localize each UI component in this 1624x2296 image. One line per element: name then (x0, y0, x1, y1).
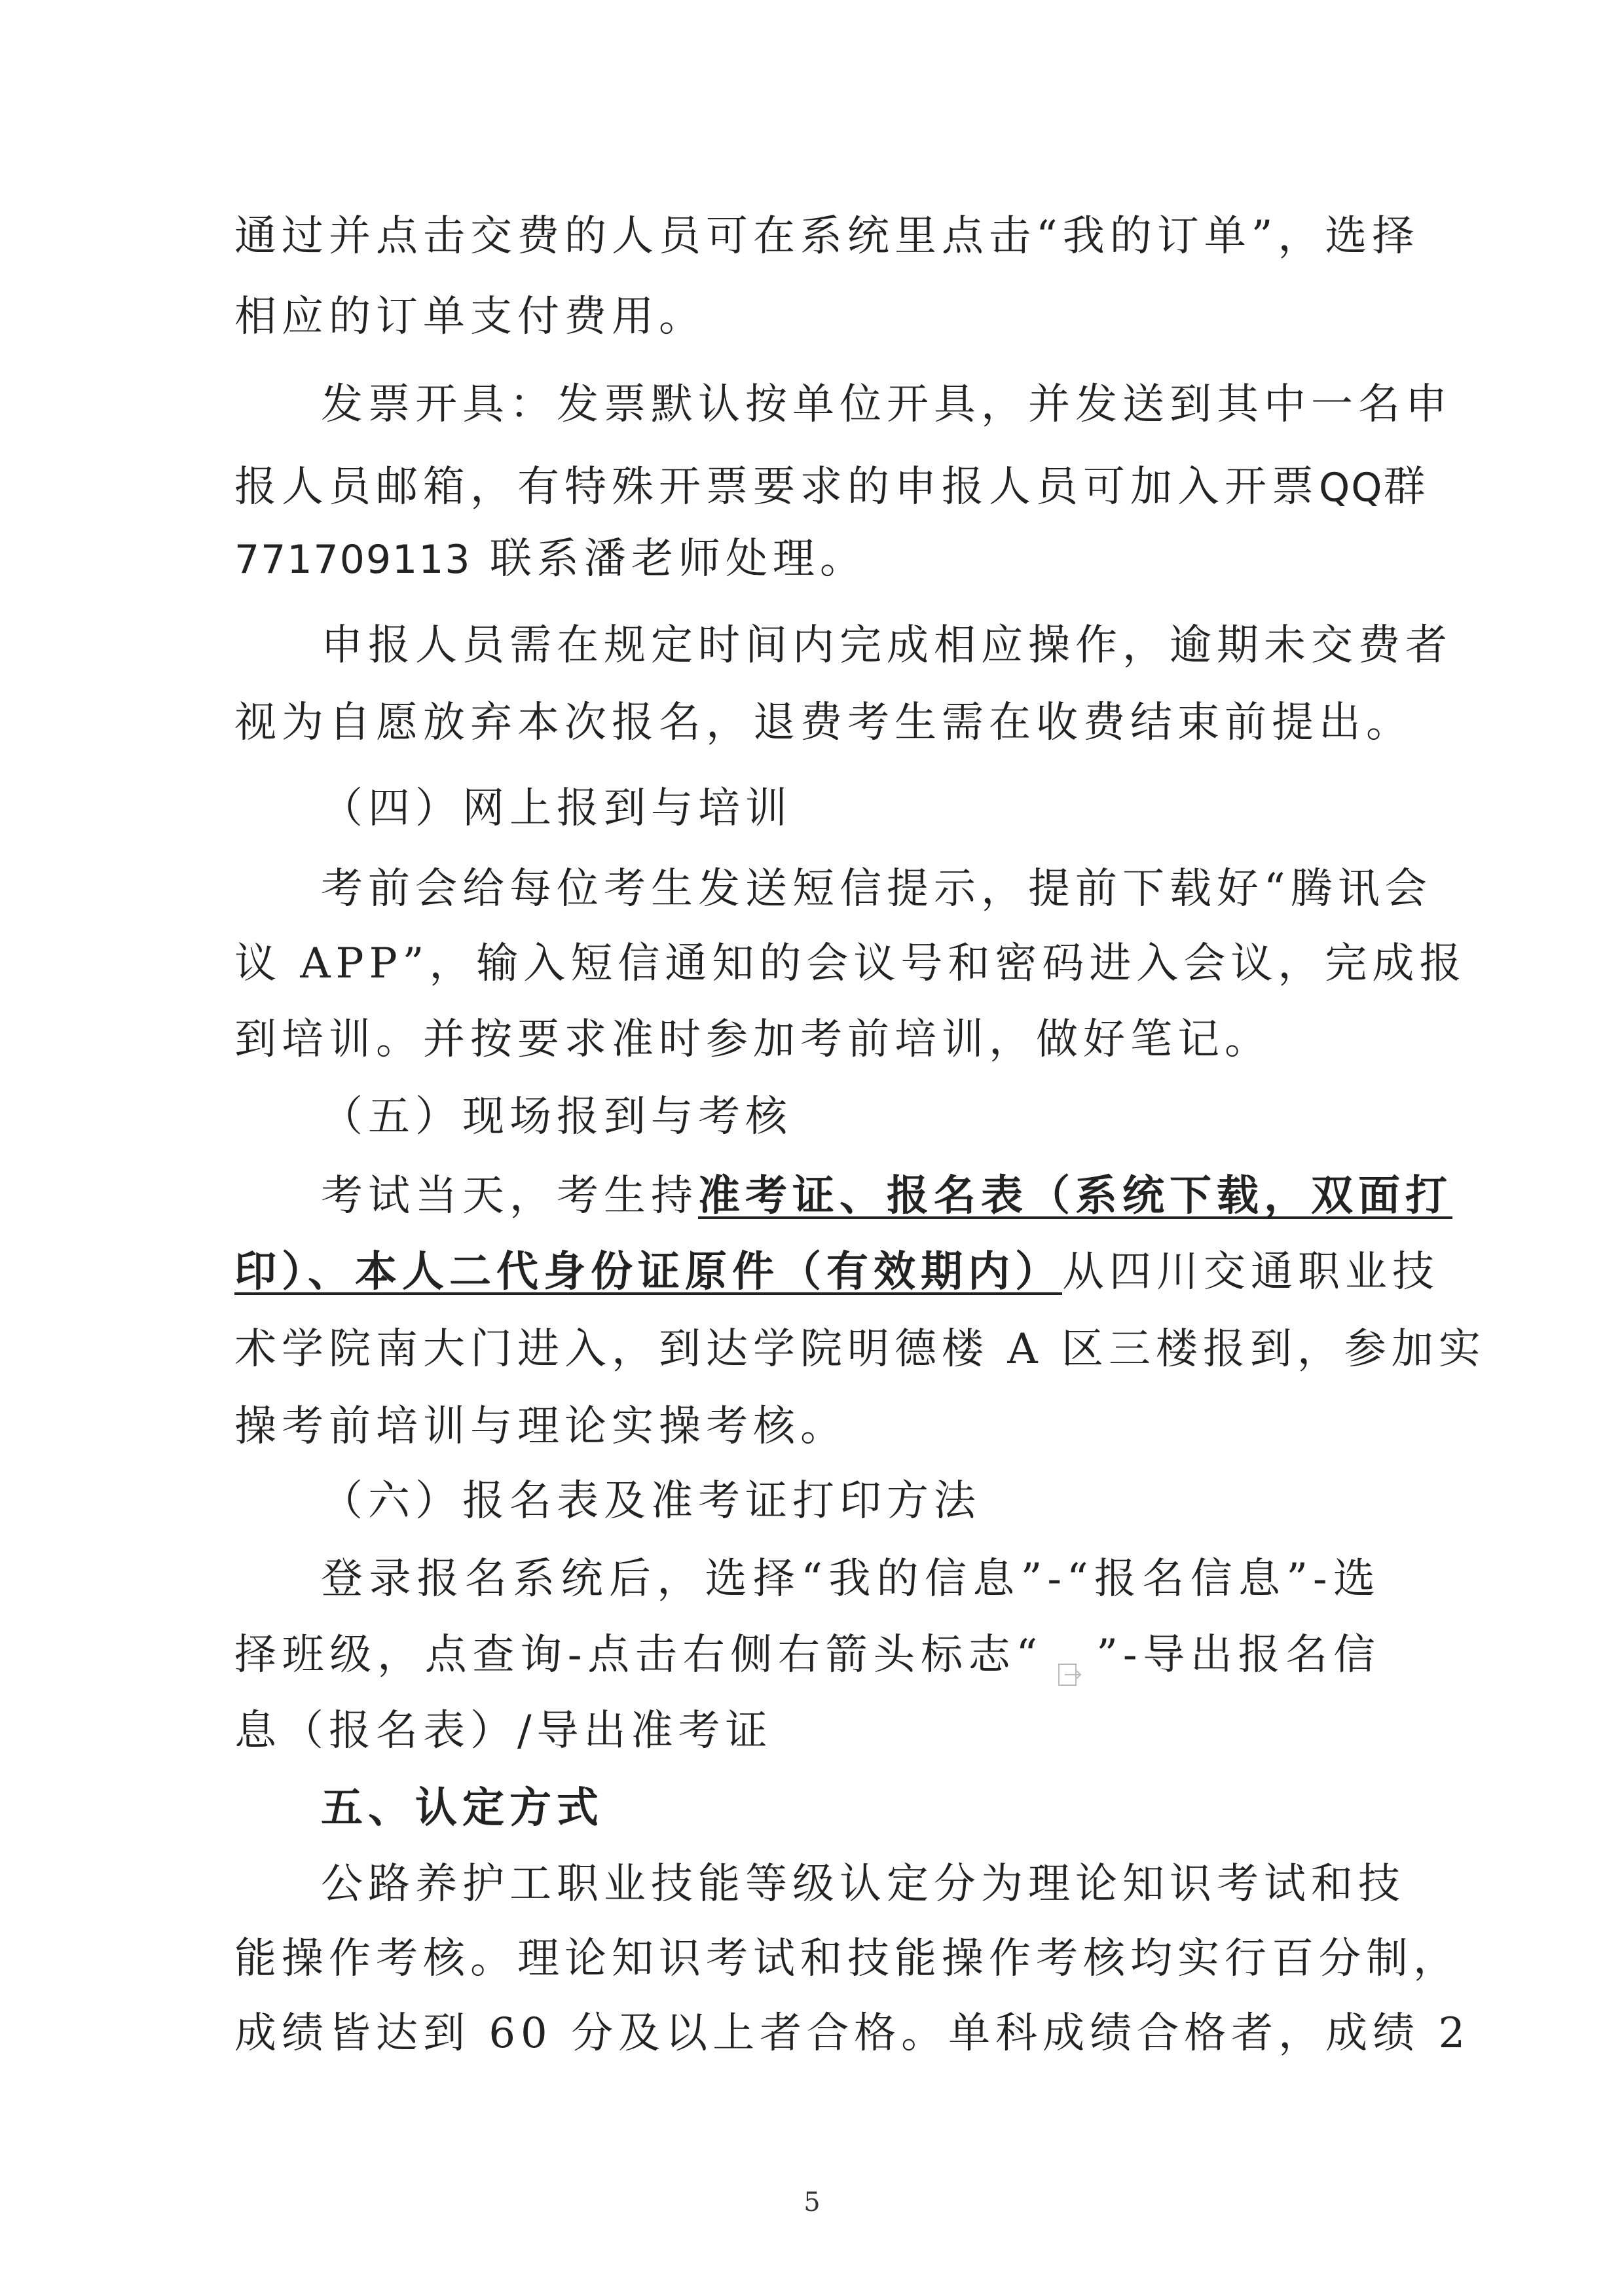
qq-label: QQ (1319, 465, 1384, 511)
paragraph-line: 发票开具：发票默认按单位开具，并发送到其中一名申 (321, 380, 1452, 429)
text-segment: ”-导出报名信 (1096, 1631, 1381, 1679)
paragraph-line: 相应的订单支付费用。 (234, 293, 706, 341)
subsection-heading: （六）报名表及准考证打印方法 (321, 1477, 981, 1525)
subsection-heading: （五）现场报到与考核 (321, 1093, 792, 1141)
emphasized-requirements: 准考证、报名表（系统下载，双面打 (698, 1171, 1452, 1220)
paragraph-line: 到培训。并按要求准时参加考前培训，做好笔记。 (234, 1015, 1272, 1064)
section-heading: 五、认定方式 (321, 1783, 604, 1832)
paragraph-line: 成绩皆达到 60 分及以上者合格。单科成绩合格者，成绩 2 (234, 2009, 1471, 2058)
subsection-heading: （四）网上报到与培训 (321, 784, 792, 833)
text-segment: 考试当天，考生持 (321, 1172, 698, 1220)
text-segment: 择班级，点查询-点击右侧右箭头标志“ (234, 1631, 1043, 1679)
qq-group-number: 771709113 (234, 537, 471, 583)
paragraph-line: 通过并点击交费的人员可在系统里点击“我的订单”，选择 (234, 212, 1420, 261)
text-segment: 联系潘老师处理。 (489, 535, 867, 583)
paragraph-line: 视为自愿放弃本次报名，退费考生需在收费结束前提出。 (234, 699, 1413, 747)
paragraph-line: 公路养护工职业技能等级认定分为理论知识考试和技 (321, 1860, 1405, 1908)
paragraph-line: 操考前培训与理论实操考核。 (234, 1402, 847, 1451)
page-number: 5 (803, 2187, 821, 2217)
paragraph-line: 申报人员需在规定时间内完成相应操作，逾期未交费者 (321, 621, 1452, 670)
paragraph-line: 议 APP”，输入短信通知的会议号和密码进入会议，完成报 (234, 939, 1467, 988)
paragraph-line: 考前会给每位考生发送短信提示，提前下载好“腾讯会 (321, 865, 1432, 913)
paragraph-line: 术学院南大门进入，到达学院明德楼 A 区三楼报到，参加实 (234, 1325, 1486, 1374)
text-segment: 报人员邮箱，有特殊开票要求的申报人员可加入开票 (234, 463, 1319, 511)
paragraph-line: 能操作考核。理论知识考试和技能操作考核均实行百分制， (234, 1935, 1460, 1983)
paragraph-line: 息（报名表）/导出准考证 (234, 1707, 773, 1755)
emphasized-requirements: 印）、本人二代身份证原件（有效期内） (234, 1247, 1062, 1296)
text-segment: 群 (1383, 463, 1431, 511)
paragraph-line: 登录报名系统后，选择“我的信息”-“报名信息”-选 (321, 1555, 1380, 1603)
text-segment: 从四川交通职业技 (1062, 1248, 1439, 1296)
